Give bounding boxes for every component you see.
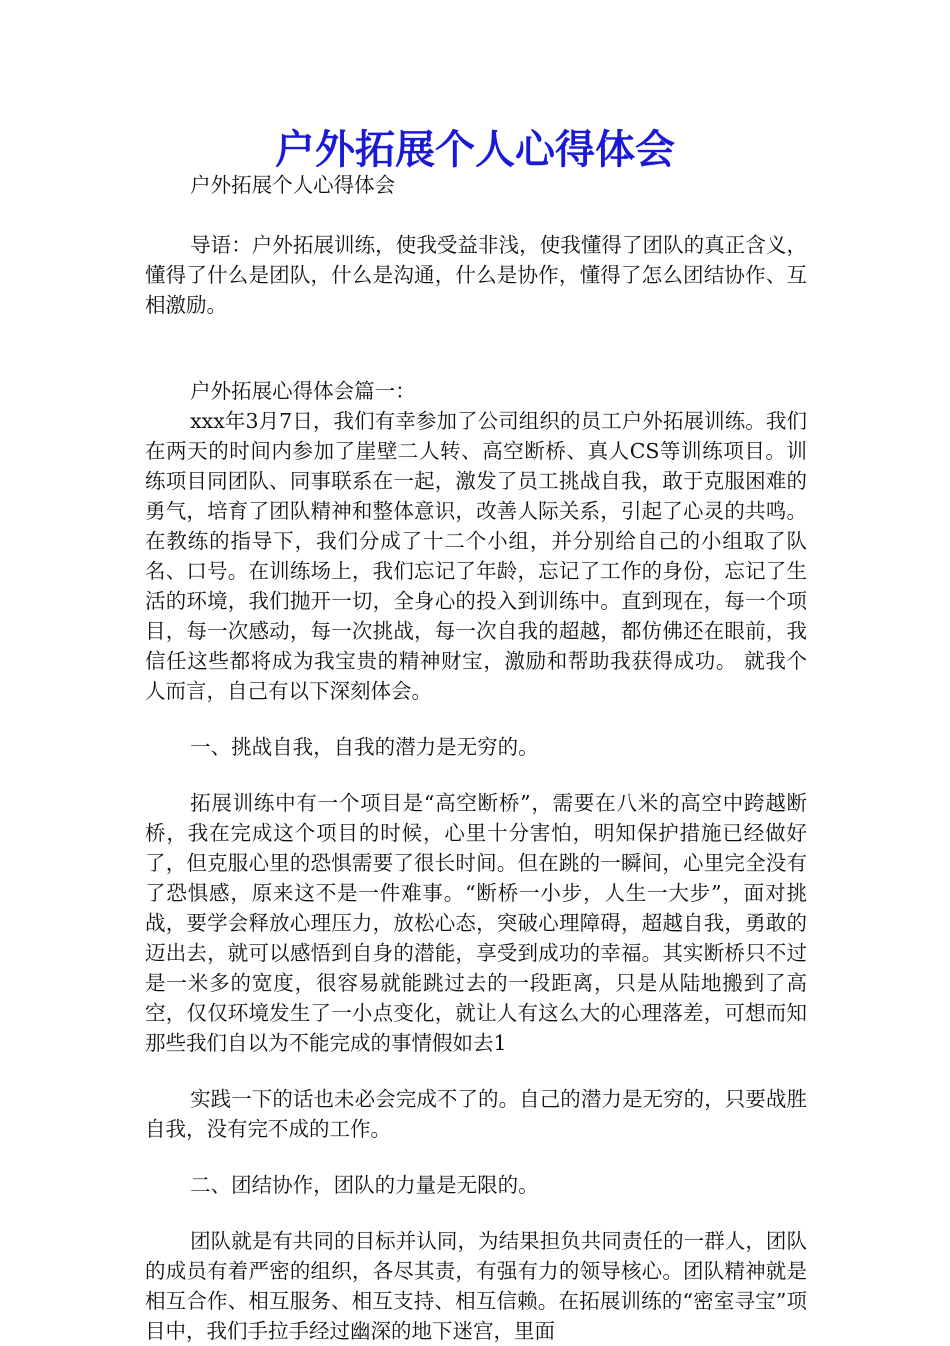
document-title: 户外拓展个人心得体会	[275, 126, 675, 173]
document-subtitle: 户外拓展个人心得体会	[190, 173, 396, 197]
intro-paragraph: 导语：户外拓展训练，使我受益非浅，使我懂得了团队的真正含义，懂得了什么是团队，什么是沟通，什么是协作，懂得了怎么团结协作、互相激励。	[145, 233, 807, 317]
spacer	[145, 320, 807, 376]
spacer	[145, 706, 807, 732]
document-body	[145, 170, 807, 1346]
body-paragraph-3: 实践一下的话也未必会完成不了的。自己的潜力是无穷的，只要战胜自我，没有完不成的工作。	[145, 1087, 807, 1141]
body-paragraph-2: 拓展训练中有一个项目是“高空断桥”，需要在八米的高空中跨越断桥，我在完成这个项目的时候，心里十分害怕，明知保护措施已经做好了，但克服心里的恐惧需要了很长时间。但在跳的一瞬间，心里完全没有了恐惧感，原来这不是一件难事。“断桥一小步，人生一大步”，面对挑战，要学会释放心理压力，放松心态，突破心理障碍，超越自我，勇敢的迈出去，就可以感悟到自身的潜能，享受到成功的幸福。其实断桥只不过是一米多的宽度，很容易就能跳过去的一段距离，只是从陆地搬到了高空，仅仅环境发生了一小点变化，就让人有这么大的心理落差，可想而知那些我们自以为不能完成的事情假如去1	[145, 791, 807, 1055]
spacer	[145, 200, 807, 230]
body-paragraph-1: xxx年3月7日，我们有幸参加了公司组织的员工户外拓展训练。我们在两天的时间内参加了崖壁二人转、高空断桥、真人CS等训练项目。训练项目同团队、同事联系在一起，激发了员工挑战自我，敢于克服困难的勇气，培育了团队精神和整体意识，改善人际关系，引起了心灵的共鸣。在教练的指导下，我们分成了十二个小组，并分别给自己的小组取了队名、口号。在训练场上，我们忘记了年龄，忘记了工作的身份，忘记了生活的环境，我们抛开一切，全身心的投入到训练中。直到现在，每一个项目，每一次感动，每一次挑战，每一次自我的超越，都仿佛还在眼前，我信任这些都将成为我宝贵的精神财宝，激励和帮助我获得成功。 就我个人而言，自己有以下深刻体会。	[145, 409, 807, 703]
spacer	[145, 1144, 807, 1170]
body-paragraph-4: 团队就是有共同的目标并认同，为结果担负共同责任的一群人，团队的成员有着严密的组织，各尽其责，有强有力的领导核心。团队精神就是相互合作、相互服务、相互支持、相互信赖。在拓展训练的“密室寻宝”项目中，我们手拉手经过幽深的地下迷宫，里面	[145, 1229, 807, 1343]
spacer	[145, 762, 807, 788]
point-1-heading: 一、挑战自我，自我的潜力是无穷的。	[190, 735, 539, 759]
spacer	[145, 1058, 807, 1084]
point-2-heading: 二、团结协作，团队的力量是无限的。	[190, 1173, 539, 1197]
section-heading: 户外拓展心得体会篇一：	[190, 379, 416, 403]
spacer	[145, 1200, 807, 1226]
